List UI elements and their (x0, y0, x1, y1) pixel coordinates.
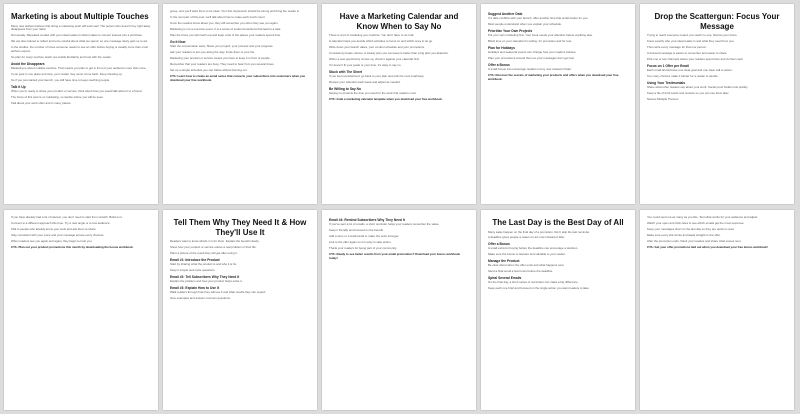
body-paragraph: Marketing your product or service means you have to keep it in front of people. (170, 55, 271, 60)
body-paragraph: You could send out as many as you like. Test what works for your audience and adjust. (647, 215, 758, 219)
section-heading: Email #4: Remind Subscribers Why They Need It (329, 218, 405, 222)
body-paragraph: Consistency beats volume. A steady plan you can keep is better than a big plan you abandon. (329, 50, 449, 55)
section-heading: Spiral Several Emails (488, 276, 522, 281)
body-paragraph: Talk to people who already know your work and ask them to share. (11, 226, 97, 231)
section-heading: Suggest Another Date (488, 12, 523, 16)
body-paragraph: Set up a simple schedule you can follow without burning out. (170, 67, 248, 72)
section-heading: Plan for Holidays (488, 45, 515, 50)
page-heading: Drop the Scattergun: Focus Your Message (654, 12, 780, 31)
body-paragraph: Thank your readers for being part of your community. (329, 245, 397, 250)
body-paragraph: Once the readers know about you, they will remember you when they see you again. (170, 20, 279, 25)
body-paragraph: Know exactly who your ideal reader is and what they need from you. (647, 38, 735, 43)
section-heading: Offer a Bonus (488, 242, 510, 247)
body-paragraph: Saying no protects the time you need for the work that matters most. (329, 90, 417, 95)
body-paragraph: Explain the problem and how your product helps solve it. (170, 278, 243, 283)
body-paragraph: Be clear about when the offer ends and what happens next. (488, 263, 565, 268)
section-heading: Avoid the Disappears (11, 62, 45, 67)
body-paragraph: Talk about your work often and in many places. (11, 100, 72, 105)
body-paragraph: The focus of this post is on marketing, so decide where you will be seen. (11, 94, 104, 99)
cta-paragraph: CTA: Get your offer promotions laid out when you download your free bonus workbook! (647, 244, 768, 249)
body-paragraph: Plan your promotions around them so your messages don't get lost. (488, 55, 575, 60)
body-paragraph: A focused message is easier to remember and easier to share. (647, 50, 728, 55)
body-paragraph: Marketing is not a one-time event. It is a series of small connections that lead to a sale. (170, 26, 282, 31)
section-heading: Manage the Product (488, 259, 520, 264)
body-paragraph: Paint a picture of the result they will get after using it. (170, 250, 238, 255)
document-page[interactable] (640, 4, 794, 204)
section-heading: Email #2: Tell Subscribers Why They Need It (170, 274, 240, 279)
body-paragraph: Make sure the bonus is relevant and valuable to your reader. (488, 252, 566, 257)
body-paragraph: Send a final email a few hours before the deadline. (488, 269, 554, 274)
body-paragraph: Ask your readers to join you along the way. Invite them to your list. (170, 49, 255, 54)
body-paragraph: If you feel overwhelmed, go back to your plan and pick the next small step. (329, 73, 425, 78)
cta-paragraph: CTA: Plan out your product promotions this month by downloading the bonus workbook. (11, 244, 134, 249)
body-paragraph: Many new authors believe that doing a marketing push will work well. The person who doesn't buy right away disappears from your radar. (11, 23, 151, 32)
body-paragraph: Write down your launch dates, your content schedule and your promotions. (329, 44, 425, 49)
body-paragraph: Not usually. Repeated contact with your ideal reader is what it takes to convert interest into a purchase. (11, 33, 143, 38)
body-paragraph: Give examples and answer common questions. (170, 295, 231, 300)
section-heading: Using Your Testimonials (647, 80, 686, 85)
body-paragraph: Keep each one brief and focused on the single action you want readers to take. (488, 286, 590, 291)
document-page[interactable] (322, 4, 476, 204)
section-heading: Focus on 1 Offer per Email (647, 63, 689, 68)
body-paragraph: Keep it simple and invite questions. (170, 267, 216, 272)
document-page[interactable] (163, 210, 317, 410)
page-heading: The Last Day is the Best Day of All (492, 218, 624, 227)
page-heading: Tell Them Why They Need It & How They'll Use It (173, 218, 307, 237)
body-paragraph: Stay consistent with your voice and your message across every channel. (11, 232, 105, 237)
section-heading: Prioritize Your Own Projects (488, 28, 533, 33)
body-paragraph: Plan the times you will reach out and keep a list of the places your readers spend time. (170, 32, 281, 37)
body-paragraph: Keep it friendly and focused on the benefit. (329, 227, 384, 232)
body-paragraph: In the next part of this post, we'll talk about how to make each touch count. (170, 14, 266, 19)
body-paragraph: If you've sent a lot of emails, a short reminder helps your readers remember the value. (329, 222, 440, 226)
body-paragraph: A deadline gives people a reason to act now instead of later. (488, 235, 565, 240)
body-paragraph: Marketing is about multiple touches. That means you plan to get in front of your audience more than once. (11, 66, 147, 71)
cta-paragraph: CTA: Grab a marketing calendar template when you download your free workbook. (329, 96, 443, 101)
body-paragraph: So plan for many touches. Each one builds familiarity and trust with the reader. (11, 55, 112, 60)
document-page[interactable] (322, 210, 476, 410)
body-paragraph: Add a story or a testimonial to make the point stronger. (329, 233, 400, 238)
cta-paragraph: CTA: Learn how to create an email series that converts your subscribers into customers when you download your free workbook. (170, 73, 306, 82)
body-paragraph: Most people understand when you explain your schedule. (488, 21, 562, 26)
document-page[interactable] (163, 4, 317, 204)
body-paragraph: Too many choices make it harder for a reader to decide. (647, 73, 719, 78)
body-paragraph: Narrow Multiple Themes (647, 96, 679, 101)
section-heading: Email #1: Introduce the Product (170, 257, 220, 262)
body-paragraph: Show how your product or service solves a real problem in their life. (170, 244, 257, 249)
document-page[interactable] (4, 210, 158, 410)
document-page[interactable] (4, 4, 158, 204)
body-paragraph: Holidays and seasonal events can change how your readers behave. (488, 49, 577, 54)
body-paragraph: Keep a file of kind words and reviews so you can use them later. (647, 90, 730, 95)
body-paragraph: When readers see you again and again, they begin to trust you. (11, 238, 93, 243)
body-paragraph: If you have already had a lot of interest, you don't need to start from scratch. Build on it. (11, 215, 123, 219)
body-paragraph: After the promotion ends, thank your readers and share what comes next. (647, 238, 742, 243)
body-paragraph: Make sure every link works and leads straight to the offer. (647, 232, 721, 237)
body-paragraph: Put your own marketing first. Your book needs your attention before anything else. (488, 32, 593, 37)
body-paragraph: Readers want to know what's in it for them. Explain the benefit clearly. (170, 239, 260, 243)
body-paragraph: When you're ready to share your product or service, think about how you would talk about it to a friend. (11, 88, 143, 93)
body-paragraph: We are also trained to reflect and to be careful about what we spend, so one message rarely gets us to act. (11, 39, 149, 44)
body-paragraph: Many sales happen on the final day of a promotion. Don't skip the last reminder. (488, 229, 590, 234)
body-paragraph: Start by sharing what the product is and who it is for. (170, 261, 238, 266)
body-paragraph: Trying to reach everyone means you reach no one. Narrow your focus. (647, 33, 738, 37)
body-paragraph: A small extra for buying before the deadline can encourage a decision. (488, 246, 579, 251)
body-paragraph: If you post in one place and stop, your reader may never come back. Keep showing up. (11, 72, 123, 76)
body-paragraph: Pick one or two channels where your readers spend time and do them well. (647, 56, 744, 61)
page-thumbnail-grid (4, 4, 796, 410)
body-paragraph: Remember that your readers are busy. They need to hear from you several times. (170, 61, 275, 66)
body-paragraph: Link to the offer again so it is easy to take action. (329, 239, 392, 244)
body-paragraph: If a date conflicts with your launch, offer another time that works better for you. (488, 16, 589, 20)
body-paragraph: There is a lot of marketing you could do. You don't have to do it all. (329, 33, 415, 37)
section-heading: Email #3: Explain How to Use It (170, 285, 219, 290)
cta-paragraph: CTA: Ready to see better results from your email promotions? Download your bonus workbook today! (329, 251, 461, 260)
body-paragraph: Walk readers through how they will use it and what results they can expect. (170, 289, 267, 294)
body-paragraph: A calendar helps you decide which activities to focus on and which ones to let go. (329, 38, 433, 43)
section-heading: Offer a Bonus (488, 62, 510, 67)
body-paragraph: Share what other readers say about your work. Social proof builds trust quickly. (647, 84, 749, 89)
body-paragraph: When a new opportunity comes up, check it against your calendar first. (329, 56, 420, 61)
document-page[interactable] (640, 210, 794, 410)
body-paragraph: Review your calendar each week and adjust as needed. (329, 79, 401, 84)
section-heading: Be Willing to Say No (329, 86, 362, 91)
body-paragraph: On the final day, a short series of reminders can make a big difference. (488, 280, 579, 285)
body-paragraph: In the studies, the number of times someone needs to see an offer before buying is usually more than most authors expect. (11, 45, 148, 54)
body-paragraph: Start the conversation early. Share your project, your process and your progress. (170, 43, 274, 48)
section-heading: Talk it Up (11, 84, 26, 89)
cta-paragraph: CTA: Discover the secrets of marketing your products and offers when you download your free workbook. (488, 72, 619, 81)
body-paragraph: Keep your messages short on the last day so they are quick to read. (647, 226, 735, 231)
body-paragraph: Then write every message for that one person. (647, 44, 707, 49)
page-heading: Have a Marketing Calendar and Know When to Say No (339, 12, 459, 31)
section-heading: Stuck with The Sheet (329, 69, 363, 74)
body-paragraph: So if you just started your launch, you still have time to keep reaching people. (11, 77, 110, 82)
body-paragraph: A small bonus can encourage readers to buy now instead of later. (488, 66, 572, 71)
page-heading: Marketing is about Multiple Touches (11, 12, 149, 21)
body-paragraph: If it doesn't fit your goals or your time, it's okay to say no. (329, 62, 402, 67)
body-paragraph: Connect to a different approach this time. Try a new angle or a new audience. (11, 220, 111, 225)
section-heading: Go it Now (170, 39, 186, 44)
body-paragraph: group, and you'll want them to be clear. Your first impression should be strong and bring the reader in. (170, 9, 300, 13)
body-paragraph: Watch your open and click rates to see which emails get the most response. (647, 220, 745, 225)
body-paragraph: Block time on your calendar for writing, for promotion and for rest. (488, 38, 572, 43)
body-paragraph: Each email should have one clear goal and one clear call to action. (647, 67, 733, 72)
document-page[interactable] (481, 4, 635, 204)
document-page[interactable] (481, 210, 635, 410)
